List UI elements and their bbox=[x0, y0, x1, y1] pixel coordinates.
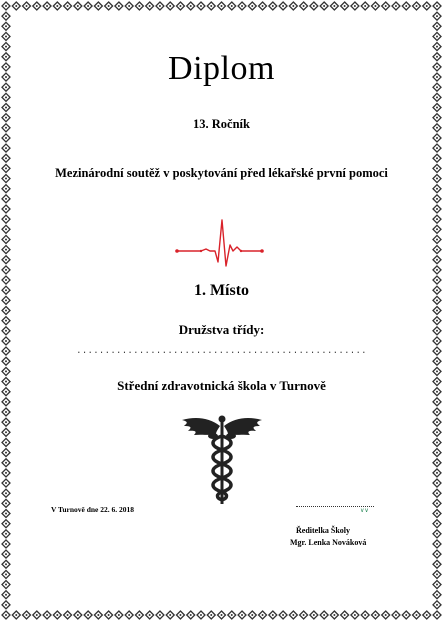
border-dot bbox=[436, 167, 438, 169]
border-dot bbox=[405, 614, 407, 616]
border-dot bbox=[87, 614, 89, 616]
border-dot bbox=[405, 5, 407, 7]
border-dot bbox=[108, 614, 110, 616]
border-dot bbox=[118, 5, 120, 7]
border-dot bbox=[436, 259, 438, 261]
border-dot bbox=[436, 543, 438, 545]
border-dot bbox=[5, 340, 7, 342]
border-dot bbox=[5, 238, 7, 240]
border-dot bbox=[436, 25, 438, 27]
border-dot bbox=[436, 431, 438, 433]
border-dot bbox=[5, 279, 7, 281]
border-dot bbox=[138, 614, 140, 616]
border-dot bbox=[5, 462, 7, 464]
border-dot bbox=[436, 310, 438, 312]
border-dot bbox=[436, 249, 438, 251]
border-dot bbox=[87, 5, 89, 7]
border-dot bbox=[5, 604, 7, 606]
edition-year: 13. Ročník bbox=[193, 117, 250, 131]
border-dot bbox=[292, 614, 294, 616]
border-dot bbox=[5, 228, 7, 230]
border-dot bbox=[436, 269, 438, 271]
border-dot bbox=[323, 5, 325, 7]
border-dot bbox=[415, 5, 417, 7]
heartbeat-ecg-icon bbox=[173, 218, 265, 270]
team-blank-line: ................................................... bbox=[76, 346, 367, 356]
border-dot bbox=[149, 5, 151, 7]
border-dot bbox=[169, 614, 171, 616]
border-dot bbox=[221, 614, 223, 616]
border-dot bbox=[231, 614, 233, 616]
border-dot bbox=[303, 614, 305, 616]
border-dot bbox=[5, 360, 7, 362]
border-dot bbox=[5, 137, 7, 139]
place-and-date: V Turnově dne 22. 6. 2018 bbox=[51, 505, 135, 514]
border-dot bbox=[5, 107, 7, 109]
border-dot bbox=[5, 249, 7, 251]
border-dot bbox=[179, 5, 181, 7]
border-dot bbox=[5, 198, 7, 200]
director-title: Ředitelka Školy bbox=[296, 526, 351, 535]
border-dot bbox=[118, 614, 120, 616]
border-dot bbox=[436, 533, 438, 535]
border-dot bbox=[436, 228, 438, 230]
border-dot bbox=[436, 46, 438, 48]
border-dot bbox=[436, 513, 438, 515]
border-dot bbox=[426, 614, 428, 616]
border-dot bbox=[364, 614, 366, 616]
border-dot bbox=[5, 421, 7, 423]
border-dot bbox=[436, 553, 438, 555]
border-dot bbox=[5, 472, 7, 474]
border-dot bbox=[210, 5, 212, 7]
border-dot bbox=[436, 147, 438, 149]
border-dot bbox=[436, 441, 438, 443]
border-dot bbox=[5, 178, 7, 180]
border-dot bbox=[15, 5, 17, 7]
border-dot bbox=[436, 218, 438, 220]
border-dot bbox=[190, 614, 192, 616]
border-dot bbox=[436, 238, 438, 240]
border-dot bbox=[5, 502, 7, 504]
border-dot bbox=[5, 370, 7, 372]
border-dot bbox=[5, 614, 7, 616]
border-dot bbox=[5, 411, 7, 413]
border-dot bbox=[5, 96, 7, 98]
competition-name: Mezinárodní soutěž v poskytování před lékařské první pomoci bbox=[55, 166, 388, 180]
border-dot bbox=[262, 5, 264, 7]
border-dot bbox=[15, 614, 17, 616]
border-dot bbox=[108, 5, 110, 7]
border-dot bbox=[5, 523, 7, 525]
border-dot bbox=[436, 35, 438, 37]
border-dot bbox=[436, 502, 438, 504]
border-dot bbox=[436, 462, 438, 464]
border-dot bbox=[159, 5, 161, 7]
border-dot bbox=[354, 5, 356, 7]
border-dot bbox=[5, 553, 7, 555]
border-dot bbox=[5, 25, 7, 27]
border-dot bbox=[36, 614, 38, 616]
signature-line-mark: ∨∨ bbox=[360, 508, 369, 514]
border-dot bbox=[159, 614, 161, 616]
border-dot bbox=[5, 269, 7, 271]
border-dot bbox=[5, 584, 7, 586]
border-dot bbox=[5, 208, 7, 210]
border-dot bbox=[5, 15, 7, 17]
border-dot bbox=[374, 5, 376, 7]
border-dot bbox=[436, 188, 438, 190]
border-dot bbox=[282, 5, 284, 7]
border-dot bbox=[5, 147, 7, 149]
border-dot bbox=[179, 614, 181, 616]
border-dot bbox=[436, 563, 438, 565]
border-dot bbox=[385, 614, 387, 616]
border-dot bbox=[149, 614, 151, 616]
border-dot bbox=[344, 5, 346, 7]
border-dot bbox=[169, 5, 171, 7]
border-dot bbox=[436, 573, 438, 575]
border-dot bbox=[436, 401, 438, 403]
border-dot bbox=[436, 279, 438, 281]
border-dot bbox=[5, 46, 7, 48]
border-dot bbox=[67, 614, 69, 616]
border-dot bbox=[436, 594, 438, 596]
border-dot bbox=[436, 411, 438, 413]
border-dot bbox=[436, 584, 438, 586]
border-dot bbox=[5, 513, 7, 515]
border-dot bbox=[77, 614, 79, 616]
border-dot bbox=[333, 614, 335, 616]
border-dot bbox=[138, 5, 140, 7]
border-dot bbox=[251, 614, 253, 616]
border-dot bbox=[364, 5, 366, 7]
border-dot bbox=[5, 452, 7, 454]
border-dot bbox=[282, 614, 284, 616]
border-dot bbox=[210, 614, 212, 616]
border-dot bbox=[26, 5, 28, 7]
border-dot bbox=[436, 360, 438, 362]
border-dot bbox=[5, 188, 7, 190]
border-dot bbox=[436, 523, 438, 525]
border-dot bbox=[436, 472, 438, 474]
border-dot bbox=[5, 482, 7, 484]
border-dot bbox=[436, 137, 438, 139]
border-dot bbox=[272, 5, 274, 7]
border-dot bbox=[241, 614, 243, 616]
border-dot bbox=[46, 614, 48, 616]
border-dot bbox=[200, 614, 202, 616]
border-dot bbox=[5, 310, 7, 312]
team-label: Družstva třídy: bbox=[178, 322, 265, 337]
border-dot bbox=[436, 370, 438, 372]
border-dot bbox=[251, 5, 253, 7]
border-dot bbox=[436, 96, 438, 98]
border-dot bbox=[436, 614, 438, 616]
border-dot bbox=[5, 563, 7, 565]
border-dot bbox=[436, 452, 438, 454]
border-dot bbox=[5, 594, 7, 596]
border-dot bbox=[395, 5, 397, 7]
placement: 1. Místo bbox=[193, 282, 250, 299]
border-dot bbox=[374, 614, 376, 616]
border-dot bbox=[46, 5, 48, 7]
border-dot bbox=[56, 5, 58, 7]
border-dot bbox=[436, 15, 438, 17]
border-dot bbox=[395, 614, 397, 616]
border-dot bbox=[5, 401, 7, 403]
border-dot bbox=[36, 5, 38, 7]
director-name: Mgr. Lenka Nováková bbox=[290, 538, 367, 547]
border-dot bbox=[262, 614, 264, 616]
border-dot bbox=[200, 5, 202, 7]
caduceus-icon bbox=[180, 414, 264, 506]
border-dot bbox=[5, 157, 7, 159]
border-dot bbox=[5, 533, 7, 535]
border-dot bbox=[67, 5, 69, 7]
border-dot bbox=[5, 573, 7, 575]
border-dot bbox=[5, 5, 7, 7]
border-dot bbox=[97, 614, 99, 616]
border-dot bbox=[313, 614, 315, 616]
border-dot bbox=[436, 5, 438, 7]
border-dot bbox=[436, 178, 438, 180]
border-dot bbox=[5, 492, 7, 494]
border-dot bbox=[436, 340, 438, 342]
border-dot bbox=[221, 5, 223, 7]
border-dot bbox=[323, 614, 325, 616]
border-dot bbox=[56, 614, 58, 616]
border-dot bbox=[5, 218, 7, 220]
border-dot bbox=[128, 5, 130, 7]
border-dot bbox=[436, 198, 438, 200]
border-dot bbox=[272, 614, 274, 616]
border-dot bbox=[436, 482, 438, 484]
border-dot bbox=[436, 492, 438, 494]
border-dot bbox=[292, 5, 294, 7]
border-dot bbox=[436, 157, 438, 159]
diploma-title: Diplom bbox=[168, 50, 275, 87]
border-dot bbox=[26, 614, 28, 616]
border-dot bbox=[436, 208, 438, 210]
border-dot bbox=[190, 5, 192, 7]
border-dot bbox=[77, 5, 79, 7]
border-dot bbox=[426, 5, 428, 7]
border-dot bbox=[354, 614, 356, 616]
border-dot bbox=[415, 614, 417, 616]
border-dot bbox=[344, 614, 346, 616]
border-dot bbox=[128, 614, 130, 616]
border-dot bbox=[5, 441, 7, 443]
border-dot bbox=[231, 5, 233, 7]
border-dot bbox=[5, 543, 7, 545]
school-name: Střední zdravotnická škola v Turnově bbox=[117, 378, 326, 393]
border-dot bbox=[313, 5, 315, 7]
border-dot bbox=[5, 167, 7, 169]
border-dot bbox=[333, 5, 335, 7]
border-dot bbox=[241, 5, 243, 7]
border-dot bbox=[436, 421, 438, 423]
border-dot bbox=[436, 107, 438, 109]
border-dot bbox=[97, 5, 99, 7]
border-dot bbox=[303, 5, 305, 7]
border-dot bbox=[5, 431, 7, 433]
border-dot bbox=[436, 604, 438, 606]
border-dot bbox=[5, 35, 7, 37]
border-dot bbox=[385, 5, 387, 7]
border-dot bbox=[5, 259, 7, 261]
